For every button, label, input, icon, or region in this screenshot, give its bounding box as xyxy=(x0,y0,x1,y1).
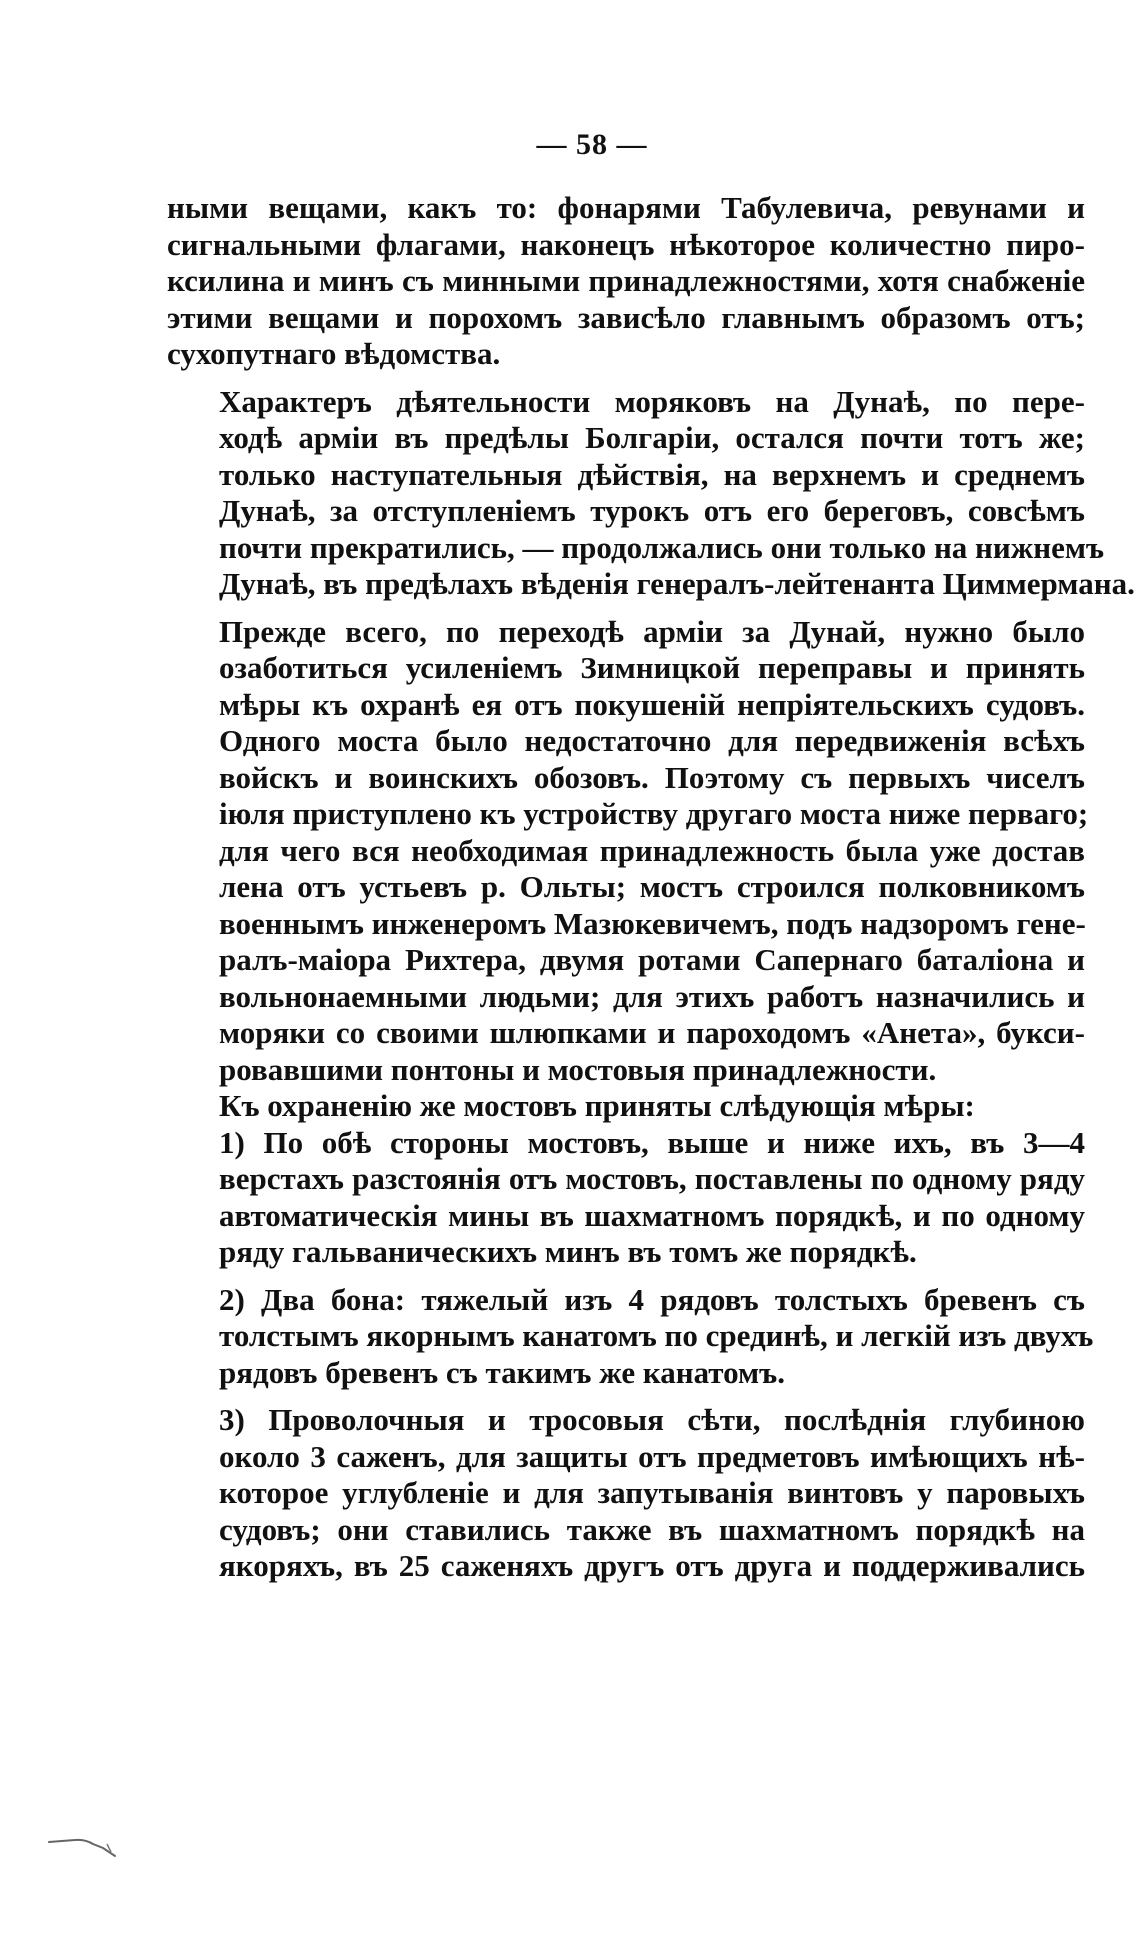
text-line: ряду гальваническихъ минъ въ томъ же порядкѣ. xyxy=(219,1234,917,1269)
text-line: этими вещами и порохомъ зависѣло главнымъ образомъ отъ; xyxy=(167,299,1085,335)
paragraph-2 xyxy=(167,383,1135,603)
paragraph-3 xyxy=(167,613,1089,1089)
pencil-mark xyxy=(45,1832,135,1862)
text-line: только наступательныя дѣйствія, на верхнемъ и среднемъ xyxy=(219,456,1085,492)
paragraph-6 xyxy=(167,1281,1094,1392)
text-line: Дунаѣ, въ предѣлахъ вѣденія генералъ-лейтенанта Циммермана. xyxy=(219,566,1135,601)
text-line: 3) Проволочныя и тросовыя сѣти, послѣднія глубиною xyxy=(219,1402,1085,1437)
text-line: Характеръ дѣятельности моряковъ на Дунаѣ, по пере- xyxy=(219,383,1085,419)
text-line: Прежде всего, по переходѣ арміи за Дунай, нужно было xyxy=(219,613,1085,649)
text-line: Одного моста было недостаточно для передвиженія всѣхъ xyxy=(219,723,1085,758)
text-line: ными вещами, какъ то: фонарями Табулевича, ревунами и xyxy=(167,190,1085,225)
text-line: вольнонаемными людьми; для этихъ работъ назначились и xyxy=(219,978,1085,1014)
paragraph-1 xyxy=(167,190,1085,373)
text-line: озаботиться усиленіемъ Зимницкой переправы и принять xyxy=(219,650,1085,685)
text-line: ксилина и минъ съ минными принадлежностями, хотя снабженіе xyxy=(167,263,1085,298)
text-line: для чего вся необходимая принадлежность была уже достав xyxy=(219,832,1085,868)
text-line: якоряхъ, въ 25 саженяхъ другъ отъ друга и поддерживались xyxy=(219,1548,1085,1583)
text-line: 2) Два бона: тяжелый изъ 4 рядовъ толстыхъ бревенъ съ xyxy=(219,1281,1085,1317)
text-line: ралъ-маіора Рихтера, двумя ротами Сапернаго баталіона и xyxy=(219,942,1085,977)
text-body xyxy=(167,190,1135,1585)
text-line: моряки со своими шлюпками и пароходомъ «Анета», букси- xyxy=(219,1015,1085,1050)
text-line: ровавшими понтоны и мостовыя принадлежности. xyxy=(219,1051,937,1087)
text-line: сухопутнаго вѣдомства. xyxy=(167,336,501,371)
text-line: ходѣ арміи въ предѣлы Болгаріи, остался почти тотъ же; xyxy=(219,420,1085,455)
text-line: автоматическія мины въ шахматномъ порядкѣ, и по одному xyxy=(219,1197,1085,1233)
text-line: лена отъ устьевъ р. Ольты; мостъ строился полковникомъ xyxy=(219,869,1085,904)
paragraph-4 xyxy=(167,1088,1085,1125)
text-line: толстымъ якорнымъ канатомъ по срединѣ, и легкій изъ двухъ xyxy=(219,1318,1094,1353)
text-line: верстахъ разстоянія отъ мостовъ, поставлены по одному ряду xyxy=(219,1161,1085,1196)
paragraph-7 xyxy=(167,1402,1085,1585)
text-line: судовъ; они ставились также въ шахматномъ порядкѣ на xyxy=(219,1511,1085,1547)
text-line: которое углубленіе и для запутыванія винтовъ у паровыхъ xyxy=(219,1475,1085,1510)
text-line: сигнальными флагами, наконецъ нѣкоторое количестно пиро- xyxy=(167,226,1085,262)
text-line: мѣры къ охранѣ ея отъ покушеній непріятельскихъ судовъ. xyxy=(219,686,1085,722)
text-line: около 3 саженъ, для защиты отъ предметовъ имѣющихъ нѣ- xyxy=(219,1438,1085,1474)
paragraph-5 xyxy=(167,1125,1085,1271)
text-line: Къ охраненію же мостовъ приняты слѣдующія мѣры: xyxy=(219,1088,975,1123)
text-line: іюля приступлено къ устройству другаго моста ниже перваго; xyxy=(219,796,1089,831)
text-line: Дунаѣ, за отступленіемъ турокъ отъ его береговъ, совсѣмъ xyxy=(219,493,1085,528)
text-line: рядовъ бревенъ съ такимъ же канатомъ. xyxy=(219,1354,785,1390)
text-line: военнымъ инженеромъ Мазюкевичемъ, подъ надзоромъ гене- xyxy=(219,905,1086,941)
text-line: почти прекратились, — продолжались они только на нижнемъ xyxy=(219,529,1105,565)
page-number: — 58 — xyxy=(536,128,648,161)
text-line: войскъ и воинскихъ обозовъ. Поэтому съ первыхъ чиселъ xyxy=(219,759,1085,795)
text-line: 1) По обѣ стороны мостовъ, выше и ниже ихъ, въ 3—4 xyxy=(219,1124,1085,1160)
